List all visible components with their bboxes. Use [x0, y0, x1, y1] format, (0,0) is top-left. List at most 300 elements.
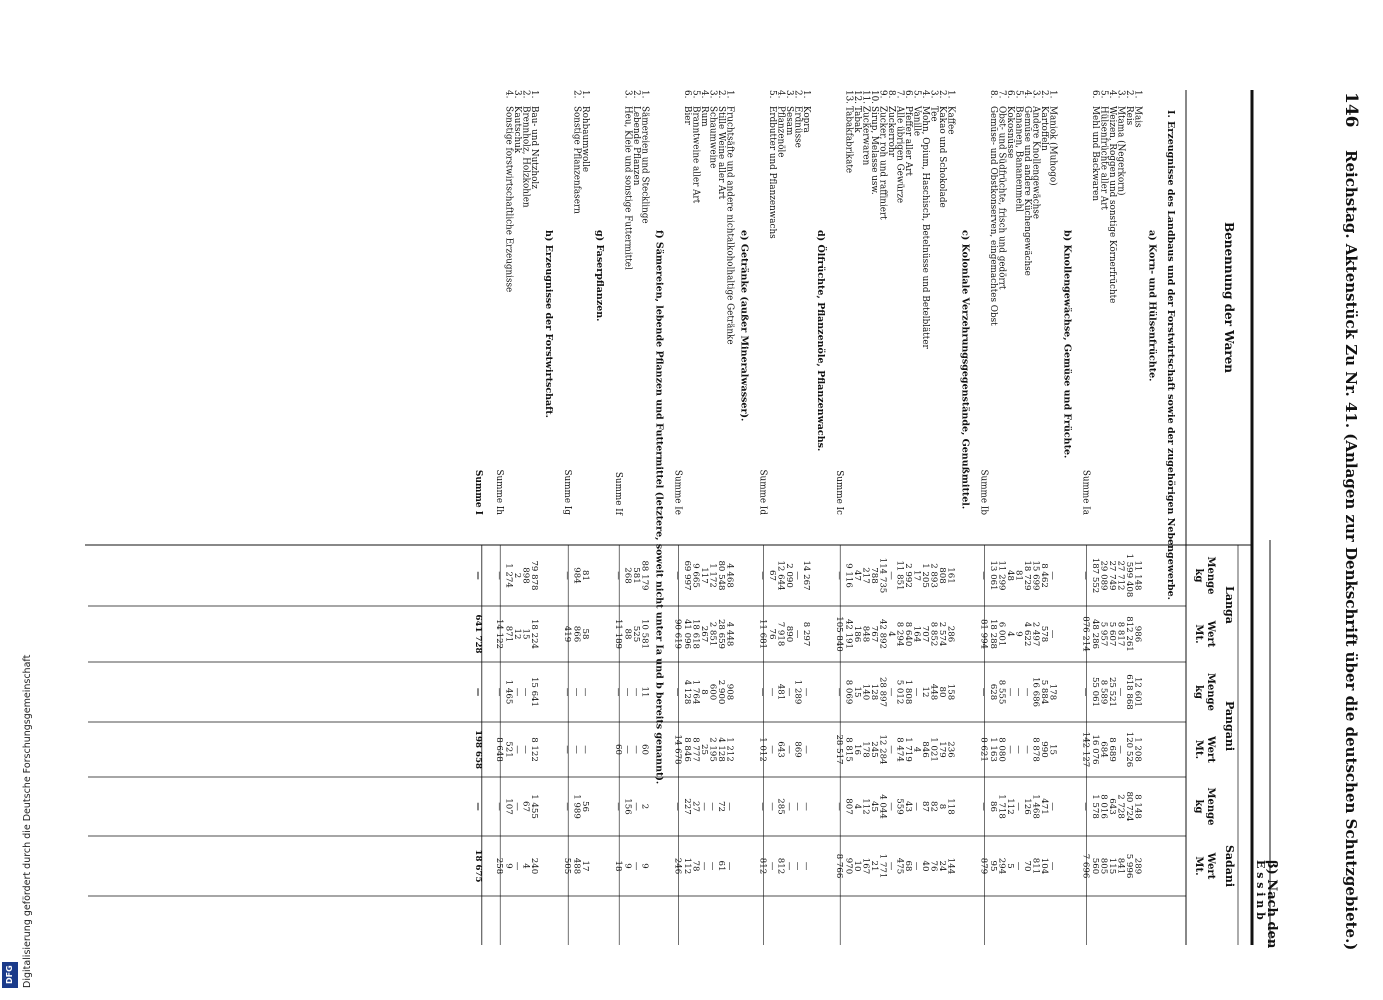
- row-value: 28 659: [716, 618, 727, 650]
- row-value: —: [1047, 571, 1058, 580]
- row-value: 481: [775, 683, 786, 701]
- row-number: 5.: [911, 90, 922, 99]
- row-value: 1 208: [1132, 737, 1143, 762]
- row-value: 15 699: [1030, 560, 1041, 591]
- row-value: 217: [860, 567, 871, 584]
- row-value: 1 274: [503, 563, 514, 588]
- row-number: 5.: [1013, 90, 1024, 99]
- row-value: —: [724, 861, 735, 871]
- row-number: 5.: [690, 90, 701, 99]
- row-value: 8 589: [1098, 679, 1109, 705]
- row-value: 805: [1098, 857, 1109, 875]
- row-value: 2: [512, 572, 523, 579]
- sum-value: 18: [613, 860, 624, 872]
- row-value: 112: [860, 798, 871, 815]
- row-value: 8 846: [682, 737, 693, 762]
- row-value: 28 897: [877, 676, 888, 708]
- row-value: 984: [571, 567, 582, 584]
- row-number: 4.: [699, 90, 710, 99]
- row-label: Sesam: [784, 106, 795, 136]
- row-label: Erdnüsse: [792, 106, 803, 148]
- row-value: —: [699, 802, 710, 811]
- row-value: 788: [869, 567, 880, 584]
- row-value: 55 061: [1090, 676, 1101, 708]
- row-number: 4.: [920, 90, 931, 99]
- row-value: 8 474: [894, 737, 905, 762]
- row-value: 18 729: [1022, 560, 1033, 591]
- row-value: 285: [775, 798, 786, 815]
- row-value: 126: [1022, 798, 1033, 815]
- row-value: 42 892: [877, 618, 888, 650]
- row-value: 767: [869, 625, 880, 643]
- row-value: 79 878: [529, 560, 540, 591]
- row-value: —: [792, 802, 803, 811]
- row-number: 2.: [571, 90, 582, 99]
- row-value: 1 764: [690, 679, 701, 705]
- row-value: 12: [920, 686, 931, 698]
- row-value: —: [911, 687, 922, 697]
- row-value: 144: [945, 857, 956, 875]
- row-value: —: [784, 802, 795, 811]
- row-value: 25 521: [1107, 676, 1118, 708]
- row-value: 1 468: [1030, 794, 1041, 819]
- row-value: —: [911, 861, 922, 871]
- sum-value: —: [757, 802, 768, 811]
- row-label: Mehl und Backwaren: [1090, 106, 1101, 202]
- row-value: 7 918: [775, 621, 786, 647]
- row-number: 4.: [775, 90, 786, 99]
- row-value: 69 997: [682, 560, 693, 591]
- row-value: 95: [988, 860, 999, 872]
- row-value: 86: [988, 801, 999, 812]
- row-value: 42 191: [843, 618, 854, 650]
- row-value: —: [886, 861, 897, 871]
- row-value: 18 618: [690, 618, 701, 650]
- row-value: 1 808: [903, 679, 914, 705]
- row-value: 6 001: [996, 621, 1007, 647]
- row-label: Kaffee: [945, 106, 956, 135]
- sum-label: Summe If: [613, 471, 624, 515]
- sum-value: 105 840: [834, 616, 845, 652]
- row-value: 707: [920, 625, 931, 643]
- row-value: —: [512, 861, 523, 871]
- sum-value: —: [562, 687, 573, 697]
- row-label: Mais: [1132, 106, 1143, 128]
- row-value: 8 148: [1132, 794, 1143, 819]
- row-value: —: [911, 802, 922, 811]
- row-value: 43: [903, 801, 914, 812]
- row-value: 78: [690, 860, 701, 872]
- total-value: —: [472, 802, 483, 811]
- row-label: Branntweine aller Art: [690, 106, 701, 204]
- row-label: Kopra: [801, 106, 812, 133]
- subsection-heading: b) Knollengewächse, Gemüse und Früchte.: [1061, 230, 1073, 459]
- row-value: 5 884: [1039, 679, 1050, 705]
- row-value: —: [622, 687, 633, 697]
- row-number: 7.: [894, 90, 905, 99]
- row-label: Sirup, Melasse usw.: [869, 106, 880, 195]
- row-number: 3.: [784, 90, 795, 99]
- row-number: 2.: [520, 90, 531, 99]
- sum-value: 60: [613, 744, 624, 755]
- row-label: Schaumweine: [707, 106, 718, 169]
- total-value: —: [472, 571, 483, 580]
- row-value: 10: [852, 860, 863, 872]
- row-value: 14 267: [801, 560, 812, 591]
- row-label: Tee: [928, 106, 939, 122]
- row-value: 9: [1013, 631, 1024, 637]
- row-value: 560: [1090, 857, 1101, 875]
- row-value: —: [520, 687, 531, 697]
- section-heading: I. Erzeugnisse des Landbaus und der Forstwirtschaft sowie der zugehörigen Nebengewerbe.: [1165, 110, 1176, 600]
- row-value: 112: [682, 857, 693, 875]
- row-value: 9: [622, 863, 633, 869]
- row-value: 2 893: [928, 563, 939, 588]
- row-value: 40: [920, 860, 931, 872]
- row-value: —: [1115, 687, 1126, 697]
- row-value: —: [520, 745, 531, 754]
- row-value: —: [631, 745, 642, 754]
- row-value: 2: [639, 803, 650, 810]
- row-value: 908: [724, 683, 735, 701]
- dfg-logo: DFG: [2, 962, 18, 988]
- row-value: 1 599 408: [1124, 553, 1135, 598]
- row-label: Zucker, roh und raffiniert: [877, 106, 888, 220]
- row-value: 61: [716, 860, 727, 872]
- row-value: 10 581: [639, 618, 650, 650]
- row-value: 4 622: [1022, 621, 1033, 647]
- row-value: —: [886, 802, 897, 811]
- row-label: Heu, Kleie und sonstige Futtermittel: [622, 106, 633, 270]
- row-value: 986: [1132, 625, 1143, 643]
- row-value: 1 719: [903, 737, 914, 762]
- subcolumn-header: Menge: [1205, 556, 1216, 595]
- subsection-heading: g) Faserpflanzen.: [593, 230, 605, 322]
- row-value: 11 851: [894, 560, 905, 591]
- row-label: Zuckerwaren: [860, 106, 871, 166]
- row-number: 7.: [996, 90, 1007, 99]
- row-value: 80 724: [1124, 791, 1135, 822]
- row-value: 4 448: [724, 621, 735, 647]
- row-value: 4: [520, 863, 531, 869]
- row-value: 628: [988, 683, 999, 701]
- row-value: 12: [512, 628, 523, 640]
- row-value: 990: [1039, 741, 1050, 758]
- sum-value: 879: [978, 857, 989, 875]
- row-value: 9: [503, 863, 514, 869]
- row-value: 240: [529, 857, 540, 875]
- row-value: 846: [920, 741, 931, 758]
- row-value: 80 548: [716, 560, 727, 591]
- row-value: 1 163: [988, 737, 999, 762]
- row-value: 8 069: [843, 679, 854, 705]
- row-value: 167: [860, 857, 871, 875]
- subcolumn-header: Menge: [1205, 672, 1216, 712]
- group-header: E s s i n b: [1254, 860, 1267, 920]
- row-label: Mohn, Opium, Haschisch, Betelnüsse und Betelblätter: [920, 106, 931, 349]
- subcolumn-unit: Mt.: [1193, 856, 1204, 876]
- column-header-label: Benennung der Waren: [1222, 222, 1236, 374]
- row-value: 17: [580, 860, 591, 872]
- subcolumn-unit: Mt.: [1193, 739, 1204, 760]
- place-header-sadani: Sadani: [1223, 844, 1236, 888]
- row-value: —: [792, 629, 803, 639]
- row-label: Reis: [1124, 106, 1135, 126]
- row-value: 15: [852, 686, 863, 698]
- row-value: 8: [937, 803, 948, 810]
- sum-value: —: [562, 745, 573, 754]
- row-number: 3.: [928, 90, 939, 99]
- row-value: 48 286: [1090, 618, 1101, 650]
- row-value: 140: [860, 683, 871, 701]
- row-value: 15: [520, 628, 531, 640]
- row-value: 11 148: [1132, 560, 1143, 591]
- row-value: 8 852: [928, 621, 939, 647]
- row-number: 2.: [937, 90, 948, 99]
- subcolumn-unit: kg: [1193, 799, 1204, 814]
- sum-label: Summe Ic: [834, 470, 845, 515]
- subcolumn-unit: kg: [1193, 685, 1204, 699]
- row-value: —: [571, 745, 582, 754]
- row-value: 16: [852, 744, 863, 755]
- row-value: 294: [996, 857, 1007, 875]
- row-value: 890: [784, 625, 795, 643]
- row-value: 236: [945, 741, 956, 758]
- total-value: 641 728: [472, 614, 483, 654]
- row-value: 88 179: [639, 560, 650, 591]
- row-value: 8 462: [1039, 563, 1050, 588]
- row-value: 684: [1098, 741, 1109, 758]
- row-label: Kakao und Schokolade: [937, 106, 948, 208]
- subcolumn-header: Menge: [1205, 787, 1216, 826]
- row-value: 245: [869, 741, 880, 758]
- row-value: 8 016: [1098, 794, 1109, 819]
- row-number: 6.: [682, 90, 693, 99]
- subsection-heading: e) Getränke (außer Mineralwasser).: [738, 230, 750, 422]
- row-value: 1 465: [503, 679, 514, 705]
- row-value: 25: [699, 744, 710, 755]
- row-value: 2 574: [937, 621, 948, 647]
- sum-value: —: [494, 687, 505, 697]
- row-value: —: [1005, 745, 1016, 754]
- row-value: 72: [716, 801, 727, 812]
- row-label: Obst- und Südfrüchte, frisch und gedörrt: [996, 106, 1007, 290]
- row-value: 81: [1013, 570, 1024, 581]
- row-value: —: [1022, 745, 1033, 754]
- row-number: 6.: [1090, 90, 1101, 99]
- page-header: Reichstag. Aktenstück Zu Nr. 41. (Anlagen zur Denkschrift über die deutschen Schutzgebiete.): [1342, 150, 1360, 951]
- row-value: 8 080: [996, 737, 1007, 762]
- row-value: 8 297: [801, 621, 812, 647]
- row-label: Gemüse- und Obstkonserven, eingemachtes Obst: [988, 106, 999, 326]
- sum-value: 11 681: [757, 618, 768, 650]
- row-value: 82: [928, 801, 939, 812]
- row-value: 1 718: [996, 794, 1007, 819]
- row-value: —: [631, 861, 642, 871]
- row-value: —: [1005, 687, 1016, 697]
- row-value: 5: [1005, 863, 1016, 869]
- row-value: —: [792, 861, 803, 871]
- row-value: —: [1115, 745, 1126, 754]
- row-number: 9.: [877, 90, 888, 99]
- row-value: 8 777: [690, 737, 701, 762]
- row-label: Kokosnüsse: [1005, 106, 1016, 159]
- row-label: Pfeffer aller Art: [903, 106, 914, 177]
- row-label: Hülsenfrüchte aller Art: [1098, 106, 1109, 210]
- sum-value: 14 678: [672, 734, 683, 765]
- row-value: —: [699, 861, 710, 871]
- total-label: Summe I: [472, 469, 483, 515]
- sum-value: —: [834, 687, 845, 697]
- sum-value: —: [494, 802, 505, 811]
- subcolumn-header: Wert: [1205, 736, 1216, 763]
- row-value: 11 299: [996, 560, 1007, 591]
- row-value: 120 526: [1124, 731, 1135, 768]
- row-number: 4.: [503, 90, 514, 99]
- row-number: 4.: [1107, 90, 1118, 99]
- row-number: 3.: [1115, 90, 1126, 99]
- row-value: —: [512, 802, 523, 811]
- row-value: —: [1022, 687, 1033, 697]
- sum-value: —: [978, 802, 989, 811]
- row-value: 115: [1107, 857, 1118, 875]
- subsection-heading: a) Korn- und Hülsenfrüchte.: [1146, 230, 1158, 382]
- row-value: 227: [682, 798, 693, 815]
- sum-value: —: [834, 802, 845, 811]
- row-number: 2.: [716, 90, 727, 99]
- row-value: 871: [503, 625, 514, 643]
- subcolumn-unit: Mt.: [1193, 624, 1204, 644]
- subsection-heading: c) Koloniale Verzehrungsgegenstände, Genußmittel.: [959, 230, 971, 510]
- row-value: 18 224: [529, 618, 540, 650]
- row-value: 11: [639, 686, 650, 698]
- row-value: 16 686: [1030, 676, 1041, 708]
- row-value: 81: [580, 570, 591, 581]
- row-value: 76: [767, 628, 778, 640]
- sum-value: 142 127: [1080, 731, 1091, 768]
- place-header-langa: Langa: [1223, 586, 1236, 624]
- sum-value: 419: [562, 625, 573, 643]
- row-label: Sonstige forstwirtschaftliche Erzeugnisse: [503, 106, 514, 293]
- row-value: 1 205: [920, 563, 931, 588]
- row-number: 1.: [724, 90, 735, 99]
- subcolumn-header: Wert: [1205, 620, 1216, 648]
- row-value: —: [886, 687, 897, 697]
- row-value: 1 455: [529, 794, 540, 819]
- row-value: 848: [860, 625, 871, 643]
- row-value: 618 868: [1124, 674, 1135, 710]
- row-value: 67: [767, 570, 778, 581]
- sum-value: —: [672, 571, 683, 580]
- row-value: —: [707, 861, 718, 871]
- row-value: —: [767, 745, 778, 754]
- row-number: 1.: [1047, 90, 1058, 99]
- row-label: Tabak: [852, 106, 863, 133]
- row-value: 869: [792, 741, 803, 758]
- row-label: Zuckerrohr: [886, 106, 897, 157]
- sum-value: 258: [494, 857, 505, 875]
- row-label: Bier: [682, 106, 693, 125]
- row-value: 67: [520, 801, 531, 812]
- sum-label: Summe Id: [757, 469, 768, 515]
- row-value: 117: [699, 567, 710, 584]
- row-value: 9 665: [690, 563, 701, 588]
- row-value: 643: [775, 741, 786, 758]
- place-header-pangani: Pangani: [1223, 700, 1236, 752]
- row-label: Maniok (Muhogo): [1047, 106, 1058, 186]
- total-value: —: [472, 687, 483, 697]
- row-label: Weizen, Roggen und sonstige Körnerfrüchte: [1107, 106, 1118, 304]
- row-value: 268: [622, 567, 633, 584]
- row-value: 24: [937, 860, 948, 872]
- row-value: 5 957: [1098, 621, 1109, 647]
- row-value: 812: [775, 857, 786, 875]
- page-number: 146: [1341, 92, 1361, 128]
- row-value: 521: [503, 741, 514, 758]
- row-value: 48: [1005, 570, 1016, 581]
- row-value: 8 294: [894, 621, 905, 647]
- row-value: 68: [903, 860, 914, 872]
- row-number: 1.: [529, 90, 540, 99]
- row-value: 58: [580, 628, 591, 640]
- row-value: —: [784, 745, 795, 754]
- row-value: 807: [843, 798, 854, 815]
- row-value: 27 712: [1115, 560, 1126, 591]
- sum-value: 505: [562, 857, 573, 875]
- row-value: 4 128: [716, 737, 727, 762]
- row-number: 2.: [1124, 90, 1135, 99]
- sum-value: 812: [757, 857, 768, 875]
- row-value: 2 090: [784, 563, 795, 588]
- row-value: —: [1013, 687, 1024, 697]
- row-number: 6.: [1005, 90, 1016, 99]
- sum-value: 876 214: [1080, 616, 1091, 652]
- sum-value: —: [978, 571, 989, 580]
- row-label: Brennholz, Holzkohlen: [520, 106, 531, 208]
- row-value: —: [801, 802, 812, 811]
- sum-label: Summe Ig: [562, 469, 573, 515]
- row-value: 21: [869, 860, 880, 872]
- row-value: —: [1013, 745, 1024, 754]
- row-value: 5 996: [1124, 853, 1135, 879]
- row-label: Sonstige Pflanzenfasern: [571, 106, 582, 214]
- row-value: —: [767, 802, 778, 811]
- row-value: 29 089: [1098, 560, 1109, 591]
- row-value: 488: [571, 857, 582, 875]
- row-value: 12 601: [1132, 676, 1143, 708]
- row-label: Bananen, Bananenmehl: [1013, 106, 1024, 212]
- row-value: 164: [911, 625, 922, 643]
- row-value: —: [724, 802, 735, 811]
- row-value: 4: [852, 803, 863, 810]
- sum-label: Summe Ib: [978, 469, 989, 516]
- row-value: 1 212: [724, 737, 735, 762]
- row-value: 2 195: [707, 737, 718, 762]
- row-value: 187 552: [1090, 557, 1101, 594]
- row-value: 12 644: [775, 560, 786, 591]
- row-label: Andere Knollengewächse: [1030, 106, 1041, 220]
- row-number: 2.: [792, 90, 803, 99]
- row-value: 475: [894, 857, 905, 875]
- row-value: 114 735: [877, 557, 888, 594]
- row-number: 12.: [852, 90, 863, 104]
- row-value: 47: [852, 570, 863, 581]
- row-label: Stille Weine aller Art: [716, 106, 727, 200]
- row-label: Kartoffeln: [1039, 106, 1050, 151]
- row-value: —: [801, 745, 812, 754]
- row-value: 289: [1132, 857, 1143, 875]
- row-value: —: [1047, 629, 1058, 639]
